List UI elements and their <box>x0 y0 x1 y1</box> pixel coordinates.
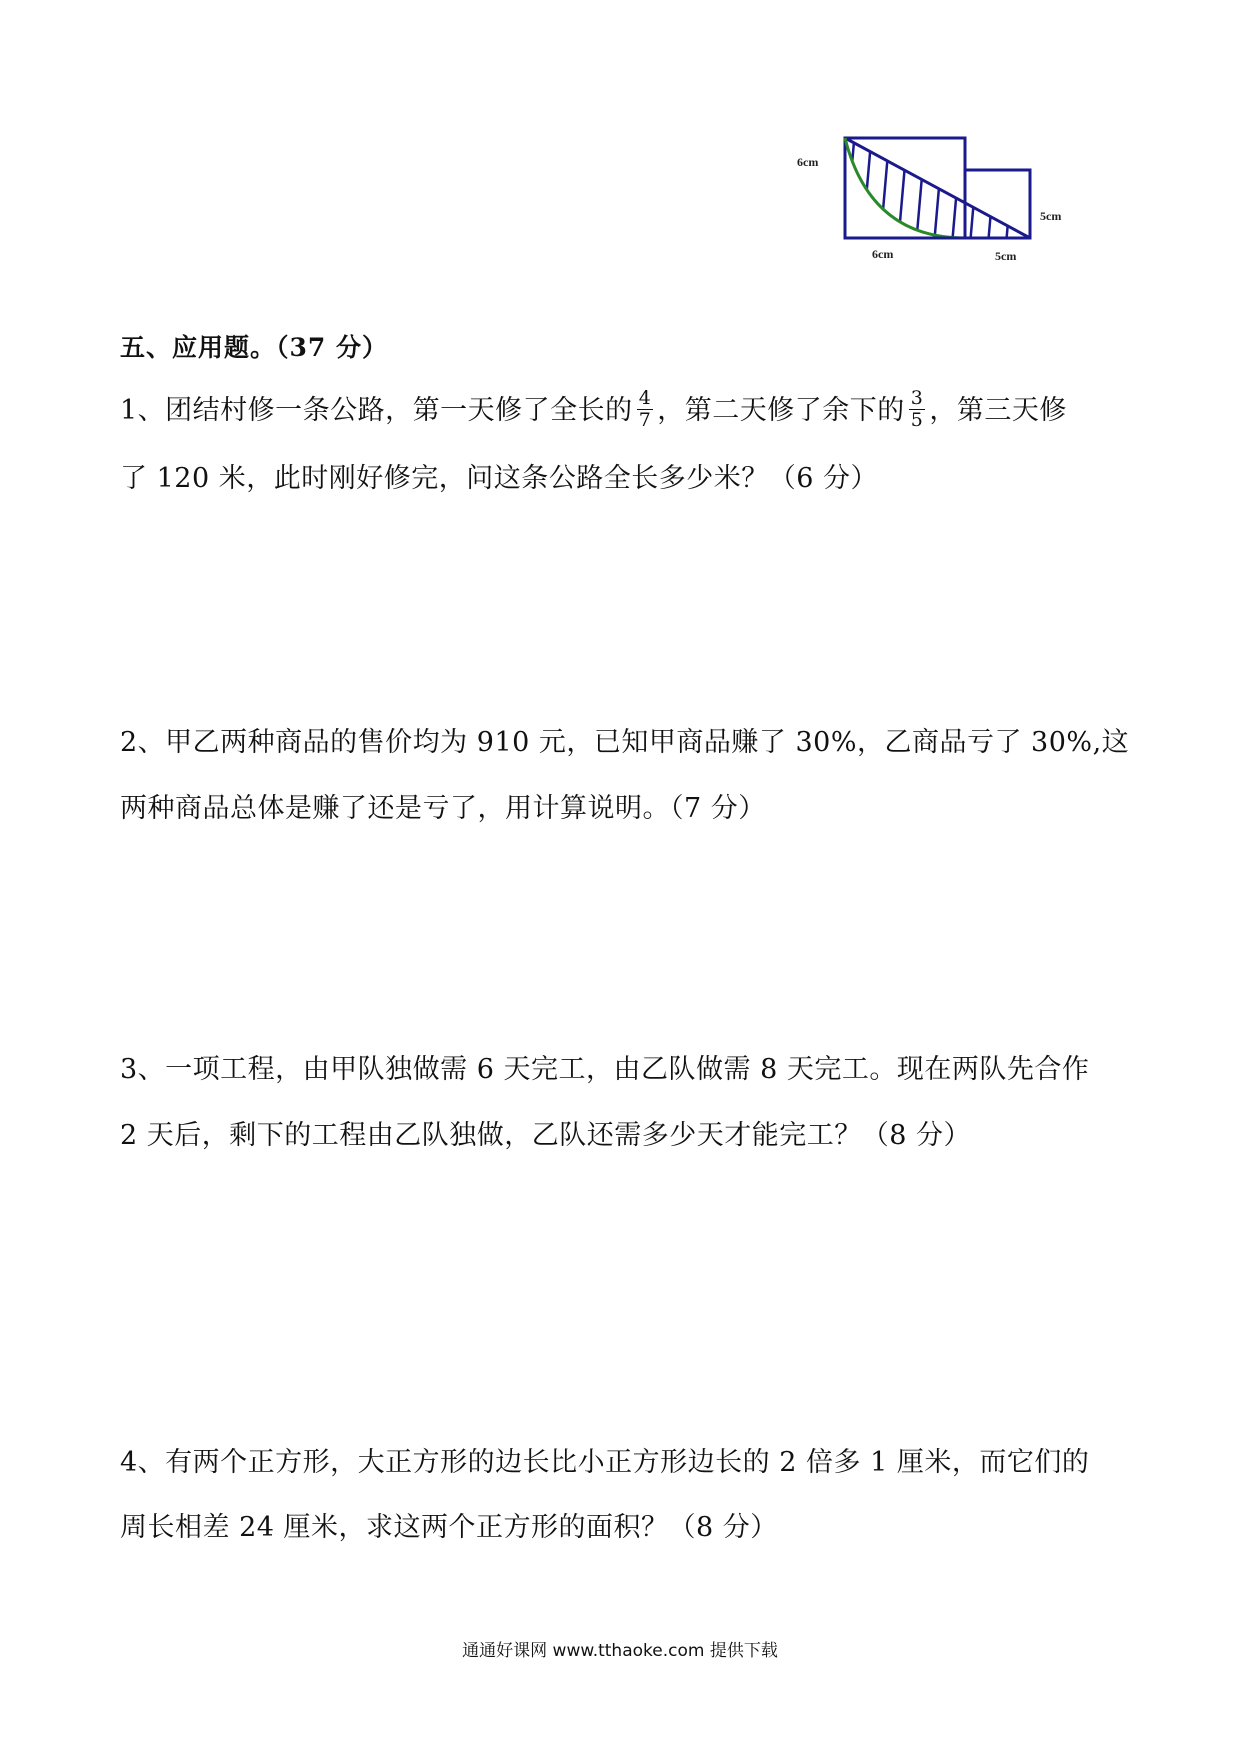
fraction-numerator: 4 <box>638 387 652 410</box>
question-1-line-1 <box>120 388 1067 433</box>
question-1-text-b: ，第二天修了余下的 <box>657 395 905 426</box>
label-bottom-left: 6cm <box>872 247 894 261</box>
question-4-line-1: 4、有两个正方形，大正方形的边长比小正方形边长的 2 倍多 1 厘米，而它们的 <box>120 1447 1090 1478</box>
question-1-text-c: ，第三天修 <box>929 395 1067 426</box>
diagonal-line <box>845 138 1030 238</box>
footer-credit: 通通好课网 www.tthaoke.com 提供下载 <box>462 1641 778 1661</box>
question-2-line-1: 2、甲乙两种商品的售价均为 910 元，已知甲商品赚了 30%，乙商品亏了 30%,这 <box>120 727 1130 758</box>
hatch-lines <box>845 130 1016 245</box>
label-right-side: 5cm <box>1040 209 1062 223</box>
question-3-line-2: 2 天后，剩下的工程由乙队独做，乙队还需多少天才能完工？（8 分） <box>120 1120 972 1151</box>
question-4-line-2: 周长相差 24 厘米，求这两个正方形的面积？（8 分） <box>120 1512 778 1543</box>
label-bottom-right: 5cm <box>995 249 1017 263</box>
question-1-line-2: 了 120 米，此时刚好修完，问这条公路全长多少米？（6 分） <box>120 463 878 494</box>
question-2-line-2: 两种商品总体是赚了还是亏了，用计算说明。（7 分） <box>120 793 766 824</box>
section-title: 五、应用题。（37 分） <box>120 333 388 362</box>
question-1-text-a: 1、团结村修一条公路，第一天修了全长的 <box>120 395 633 426</box>
fraction-denominator: 7 <box>638 409 652 431</box>
question-3-line-1: 3、一项工程，由甲队独做需 6 天完工，由乙队做需 8 天完工。现在两队先合作 <box>120 1054 1090 1085</box>
small-square <box>965 170 1030 238</box>
fraction-denominator: 5 <box>910 409 924 431</box>
geometry-figure <box>797 125 1100 295</box>
label-left-side: 6cm <box>797 155 819 169</box>
fraction-4-7 <box>637 388 654 431</box>
fraction-numerator: 3 <box>910 387 924 410</box>
quarter-arc <box>845 138 978 238</box>
fraction-3-5 <box>909 388 926 431</box>
